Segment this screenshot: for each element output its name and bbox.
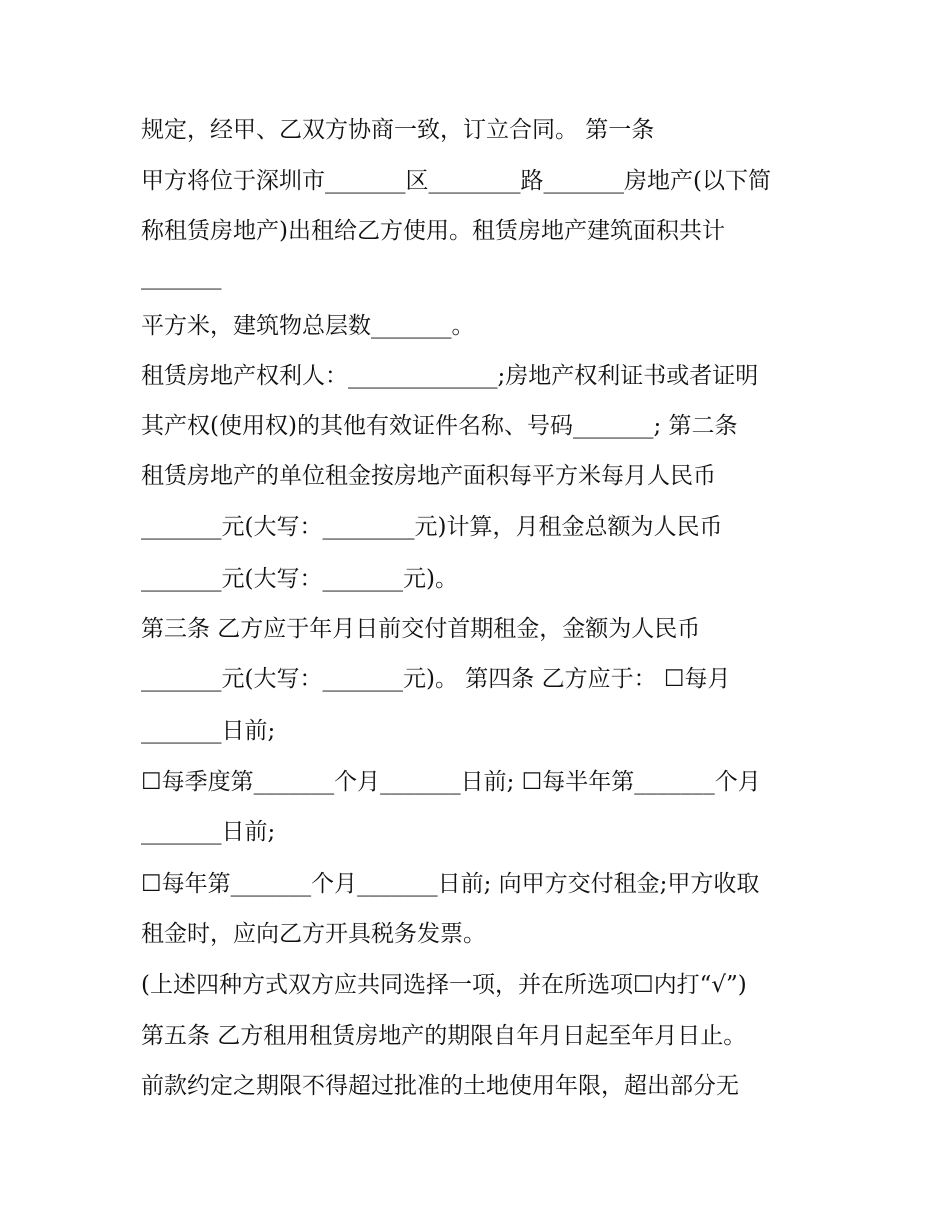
text-line-5: 平方米，建筑物总层数_______。 [141, 313, 475, 339]
text-line-3: 称租赁房地产)出租给乙方使用。租赁房地产建筑面积共计 [141, 218, 725, 244]
text-line-9: _______元(大写：________元)计算，月租金总额为人民币 [141, 514, 723, 540]
text-line-6: 租赁房地产权利人：_____________;房地产权利证书或者证明 [141, 363, 759, 389]
text-line-17: 租金时，应向乙方开具税务发票。 [141, 921, 486, 947]
text-line-2: 甲方将位于深圳市_______区________路_______房地产(以下简 [141, 168, 771, 194]
text-line-4: _______ [141, 264, 222, 290]
text-line-18: (上述四种方式双方应共同选择一项，并在所选项☐内打“√”) [141, 972, 747, 998]
text-line-12: _______元(大写：_______元)。 第四条 乙方应于： ☐每月 [141, 666, 731, 692]
text-line-16: ☐每年第_______个月_______日前; 向甲方交付租金;甲方收取 [141, 871, 760, 897]
text-line-10: _______元(大写：_______元)。 [141, 566, 458, 592]
text-line-13: _______日前; [141, 718, 276, 744]
text-line-11: 第三条 乙方应于年月日前交付首期租金，金额为人民币 [141, 616, 701, 642]
text-line-19: 第五条 乙方租用租赁房地产的期限自年月日起至年月日止。 [141, 1023, 747, 1049]
text-line-1: 规定，经甲、乙双方协商一致，订立合同。 第一条 [141, 117, 655, 143]
text-line-20: 前款约定之期限不得超过批准的土地使用年限，超出部分无 [141, 1073, 739, 1099]
text-line-14: ☐每季度第_______个月_______日前; ☐每半年第_______个月 [141, 769, 761, 795]
text-line-15: _______日前; [141, 819, 276, 845]
text-line-7: 其产权(使用权)的其他有效证件名称、号码_______; 第二条 [141, 413, 738, 439]
text-line-8: 租赁房地产的单位租金按房地产面积每平方米每月人民币 [141, 463, 716, 489]
